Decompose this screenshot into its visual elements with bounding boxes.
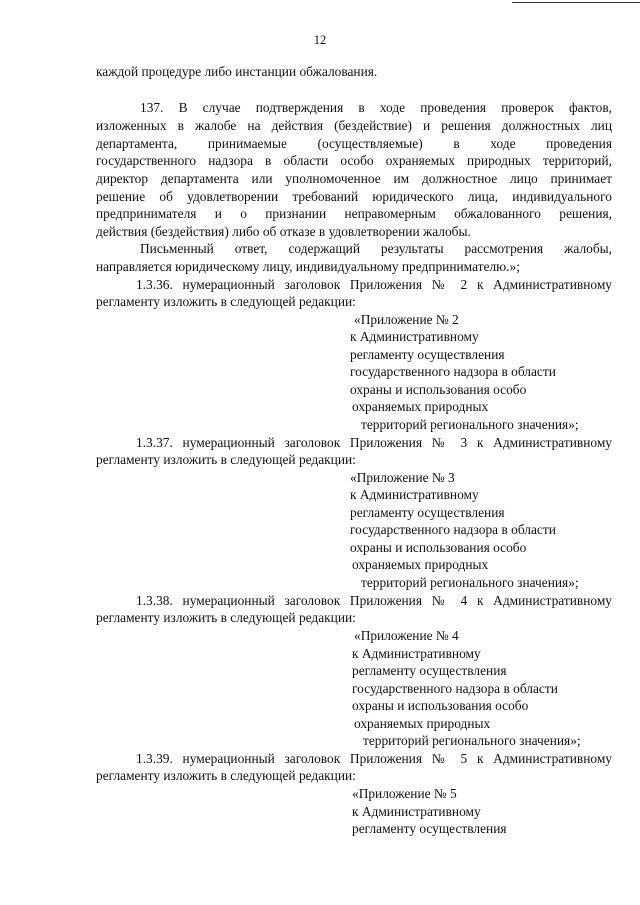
block-line: регламенту осуществления [350,347,505,362]
item-subline: регламенту изложить в следующей редакции: [96,452,356,467]
block-line: к Административному [352,804,481,819]
item-subline: регламенту изложить в следующей редакции: [96,294,356,309]
item-subline: регламенту изложить в следующей редакции: [96,768,356,783]
block-line: охраняемых природных [354,716,491,731]
text-line: каждой процедуре либо инстанции обжалования. [96,64,378,79]
item-subline: регламенту изложить в следующей редакции: [96,610,356,625]
item-heading: 1.3.37. нумерационный заголовок Приложения № 3 к Административному [136,435,612,450]
text-line: изложенных в жалобе на действия (бездействие) и решения должностных лиц [96,118,612,133]
block-line: регламенту осуществления [352,663,507,678]
block-line: охраняемых природных [352,399,489,414]
block-line: к Административному [350,487,479,502]
text-line: решение об удовлетворении требований юридического лица, индивидуального [96,189,612,204]
block-line: «Приложение № 4 [354,628,459,643]
block-line: регламенту осуществления [350,505,505,520]
item-heading: 1.3.39. нумерационный заголовок Приложения № 5 к Административному [136,751,612,766]
text-line: директор департамента или уполномоченное им должностное лицо принимает [96,171,612,186]
block-line: охраняемых природных [352,557,489,572]
block-line: охраны и использования особо [350,382,527,397]
block-line: регламенту осуществления [352,821,507,836]
block-line: территорий регионального значения»; [363,733,581,748]
block-line: охраны и использования особо [350,540,527,555]
block-line: к Административному [350,329,479,344]
page-number: 12 [313,33,327,47]
text-line: департамента, принимаемые (осуществляемые) в ходе проведения [96,136,612,151]
block-line: охраны и использования особо [352,698,529,713]
item-heading: 1.3.38. нумерационный заголовок Приложения № 4 к Административному [136,593,612,608]
block-line: «Приложение № 3 [350,470,455,485]
text-line: Письменный ответ, содержащий результаты рассмотрения жалобы, [140,241,612,256]
item-heading: 1.3.36. нумерационный заголовок Приложения № 2 к Административному [136,277,612,292]
block-line: «Приложение № 2 [354,312,459,327]
block-line: к Административному [352,646,481,661]
block-line: государственного надзора в области [350,522,556,537]
top-rule [512,2,640,3]
block-line: государственного надзора в области [352,681,558,696]
block-line: государственного надзора в области [350,364,556,379]
block-line: территорий регионального значения»; [361,575,579,590]
text-line: предпринимателя и о признании неправомерным обжалованного решения, [96,206,612,221]
block-line: территорий регионального значения»; [361,417,579,432]
text-line: направляется юридическому лицу, индивидуальному предпринимателю.»; [96,259,520,274]
text-line: государственного надзора в области особо охраняемых природных территорий, [96,153,612,168]
block-line: «Приложение № 5 [352,786,457,801]
text-line: 137. В случае подтверждения в ходе проведения проверок фактов, [140,100,612,115]
text-line: действия (бездействия) либо об отказе в удовлетворении жалобы. [96,224,471,239]
